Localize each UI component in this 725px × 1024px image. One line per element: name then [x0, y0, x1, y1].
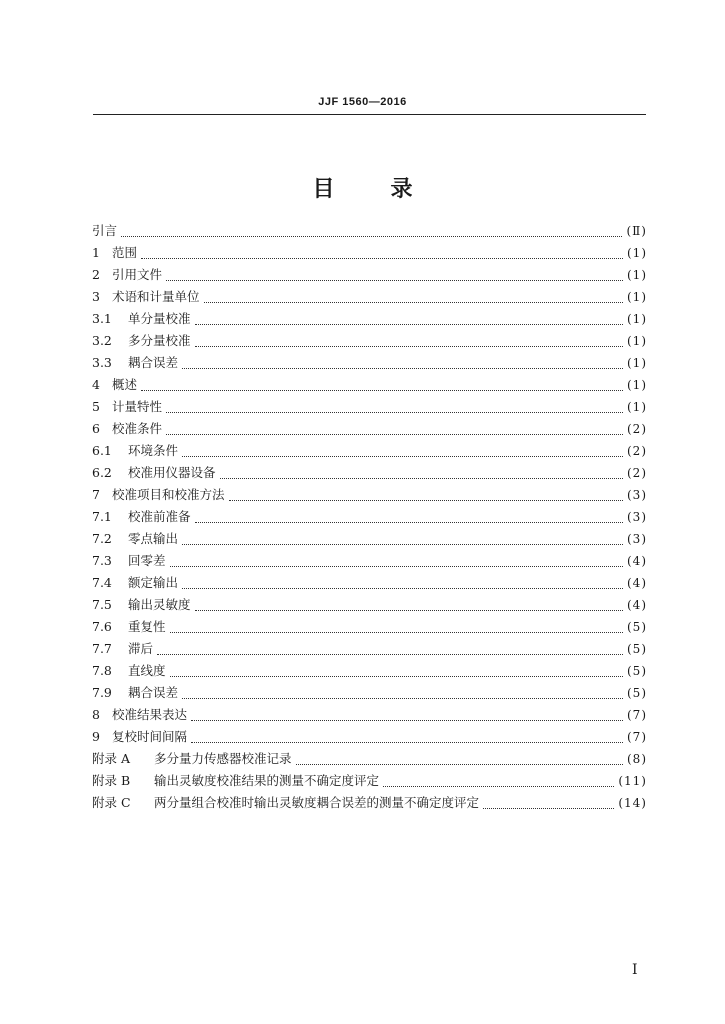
toc-entry-label: 直线度 — [128, 663, 166, 678]
toc-entry[interactable] — [92, 242, 647, 264]
toc-entry-label: 重复性 — [128, 619, 166, 634]
toc-entry-number: 附录 C — [92, 795, 131, 810]
toc-entry[interactable] — [92, 792, 647, 814]
toc-entry-number: 7.7 — [92, 641, 112, 656]
toc-entry[interactable] — [92, 264, 647, 286]
dot-leader — [166, 398, 623, 413]
dot-leader — [195, 596, 623, 611]
toc-entry-page: (11) — [618, 774, 647, 788]
toc-entry-label: 多分量力传感器校准记录 — [154, 751, 292, 766]
dot-leader — [182, 354, 623, 369]
toc-entry-number: 2 — [92, 267, 100, 282]
toc-entry-label: 多分量校准 — [128, 333, 191, 348]
toc-entry-page: (1) — [627, 378, 647, 392]
dot-leader — [383, 772, 614, 787]
toc-entry-label: 输出灵敏度 — [128, 597, 191, 612]
toc-entry-number: 9 — [92, 729, 100, 744]
dot-leader — [195, 310, 623, 325]
toc-entry-label: 回零差 — [128, 553, 166, 568]
toc-entry-number: 7.1 — [92, 509, 112, 524]
document-code-header: JJF 1560—2016 — [318, 96, 407, 108]
toc-entry-page: (3) — [627, 488, 647, 502]
toc-entry-page: (Ⅱ) — [626, 224, 647, 238]
toc-entry-label: 校准前准备 — [128, 509, 191, 524]
toc-entry[interactable] — [92, 572, 647, 594]
toc-entry-page: (3) — [627, 532, 647, 546]
toc-entry-number: 7.5 — [92, 597, 112, 612]
toc-entry-label: 耦合误差 — [128, 685, 179, 700]
toc-entry-label: 范围 — [112, 245, 138, 260]
toc-entry-number: 6.1 — [92, 443, 112, 458]
toc-entry-number: 附录 B — [92, 773, 131, 788]
toc-entry-label: 校准结果表达 — [112, 707, 188, 722]
toc-entry-number: 3.2 — [92, 333, 112, 348]
toc-entry-label: 引用文件 — [112, 267, 163, 282]
toc-entry-page: (5) — [627, 642, 647, 656]
toc-entry-page: (2) — [627, 466, 647, 480]
toc-entry-number: 附录 A — [92, 751, 131, 766]
toc-entry-number: 4 — [92, 377, 100, 392]
title-char-1: 目 — [312, 177, 335, 202]
toc-entry-number: 3.1 — [92, 311, 112, 326]
toc-entry-page: (2) — [627, 444, 647, 458]
toc-entry-number: 3 — [92, 289, 100, 304]
dot-leader — [195, 332, 623, 347]
toc-entry-page: (7) — [627, 730, 647, 744]
toc-entry-number: 6 — [92, 421, 100, 436]
toc-entry-page: (5) — [627, 686, 647, 700]
title-char-2: 录 — [390, 177, 413, 202]
toc-entry-label: 两分量组合校准时输出灵敏度耦合误差的测量不确定度评定 — [154, 795, 480, 810]
toc-entry-number: 7.2 — [92, 531, 112, 546]
toc-entry-page: (1) — [627, 312, 647, 326]
toc-entry-number: 7.4 — [92, 575, 112, 590]
toc-entry[interactable] — [92, 462, 647, 484]
dot-leader — [191, 728, 623, 743]
toc-entry[interactable] — [92, 330, 647, 352]
page-title — [0, 172, 725, 203]
toc-entry-label: 计量特性 — [112, 399, 163, 414]
toc-entry-page: (1) — [627, 246, 647, 260]
toc-entry-label: 复校时间间隔 — [112, 729, 188, 744]
dot-leader — [121, 222, 622, 237]
dot-leader — [296, 750, 623, 765]
toc-entry-page: (5) — [627, 620, 647, 634]
toc-entry-page: (1) — [627, 400, 647, 414]
toc-entry[interactable] — [92, 352, 647, 374]
toc-entry[interactable] — [92, 660, 647, 682]
dot-leader — [483, 794, 614, 809]
toc-entry[interactable] — [92, 616, 647, 638]
toc-entry-page: (1) — [627, 356, 647, 370]
toc-entry-page: (4) — [627, 554, 647, 568]
toc-entry-label: 零点输出 — [128, 531, 179, 546]
toc-entry-label: 耦合误差 — [128, 355, 179, 370]
toc-entry-page: (1) — [627, 268, 647, 282]
toc-entry[interactable] — [92, 418, 647, 440]
toc-entry-page: (1) — [627, 290, 647, 304]
toc-entry-page: (1) — [627, 334, 647, 348]
dot-leader — [170, 662, 623, 677]
dot-leader — [204, 288, 623, 303]
toc-entry-page: (4) — [627, 598, 647, 612]
toc-entry[interactable] — [92, 638, 647, 660]
toc-entry-number: 7.3 — [92, 553, 112, 568]
toc-entry-number: 1 — [92, 245, 100, 260]
toc-entry-label: 概述 — [112, 377, 138, 392]
dot-leader — [170, 618, 623, 633]
toc-entry-label: 校准条件 — [112, 421, 163, 436]
toc-entry-number: 3.3 — [92, 355, 112, 370]
toc-entry-number: 7.9 — [92, 685, 112, 700]
toc-entry-page: (7) — [627, 708, 647, 722]
dot-leader — [195, 508, 623, 523]
table-of-contents — [92, 220, 647, 814]
toc-entry[interactable] — [92, 770, 647, 792]
toc-entry-label: 额定输出 — [128, 575, 179, 590]
toc-entry-label: 输出灵敏度校准结果的测量不确定度评定 — [154, 773, 380, 788]
toc-entry-page: (2) — [627, 422, 647, 436]
toc-entry-page: (14) — [618, 796, 647, 810]
toc-entry[interactable] — [92, 440, 647, 462]
header-rule — [93, 114, 646, 115]
toc-entry-number: 7 — [92, 487, 100, 502]
dot-leader — [157, 640, 623, 655]
toc-entry-label: 校准用仪器设备 — [128, 465, 216, 480]
toc-entry-label: 校准项目和校准方法 — [112, 487, 225, 502]
dot-leader — [182, 684, 623, 699]
toc-entry-label: 单分量校准 — [128, 311, 191, 326]
toc-entry[interactable] — [92, 594, 647, 616]
toc-entry-label: 环境条件 — [128, 443, 179, 458]
dot-leader — [166, 266, 623, 281]
toc-entry[interactable] — [92, 220, 647, 242]
dot-leader — [220, 464, 623, 479]
toc-entry-page: (3) — [627, 510, 647, 524]
dot-leader — [191, 706, 623, 721]
toc-entry[interactable] — [92, 484, 647, 506]
toc-entry[interactable] — [92, 550, 647, 572]
dot-leader — [229, 486, 623, 501]
toc-entry-label: 术语和计量单位 — [112, 289, 200, 304]
dot-leader — [182, 574, 623, 589]
page-number: I — [632, 962, 638, 978]
toc-entry-number: 7.8 — [92, 663, 112, 678]
toc-entry[interactable] — [92, 528, 647, 550]
toc-entry-number: 7.6 — [92, 619, 112, 634]
toc-entry[interactable] — [92, 726, 647, 748]
dot-leader — [166, 420, 623, 435]
toc-entry-number: 8 — [92, 707, 100, 722]
toc-entry-page: (4) — [627, 576, 647, 590]
toc-entry[interactable] — [92, 396, 647, 418]
dot-leader — [182, 442, 623, 457]
toc-entry[interactable] — [92, 506, 647, 528]
dot-leader — [170, 552, 623, 567]
toc-entry-number: 6.2 — [92, 465, 112, 480]
toc-entry[interactable] — [92, 374, 647, 396]
toc-entry-number: 5 — [92, 399, 100, 414]
toc-entry-page: (5) — [627, 664, 647, 678]
toc-entry[interactable] — [92, 748, 647, 770]
toc-entry[interactable] — [92, 704, 647, 726]
toc-entry[interactable] — [92, 682, 647, 704]
toc-entry-label: 滞后 — [128, 641, 154, 656]
toc-entry[interactable] — [92, 286, 647, 308]
dot-leader — [141, 244, 623, 259]
toc-entry-label: 引言 — [92, 223, 118, 238]
dot-leader — [182, 530, 623, 545]
dot-leader — [141, 376, 623, 391]
toc-entry[interactable] — [92, 308, 647, 330]
toc-entry-page: (8) — [627, 752, 647, 766]
